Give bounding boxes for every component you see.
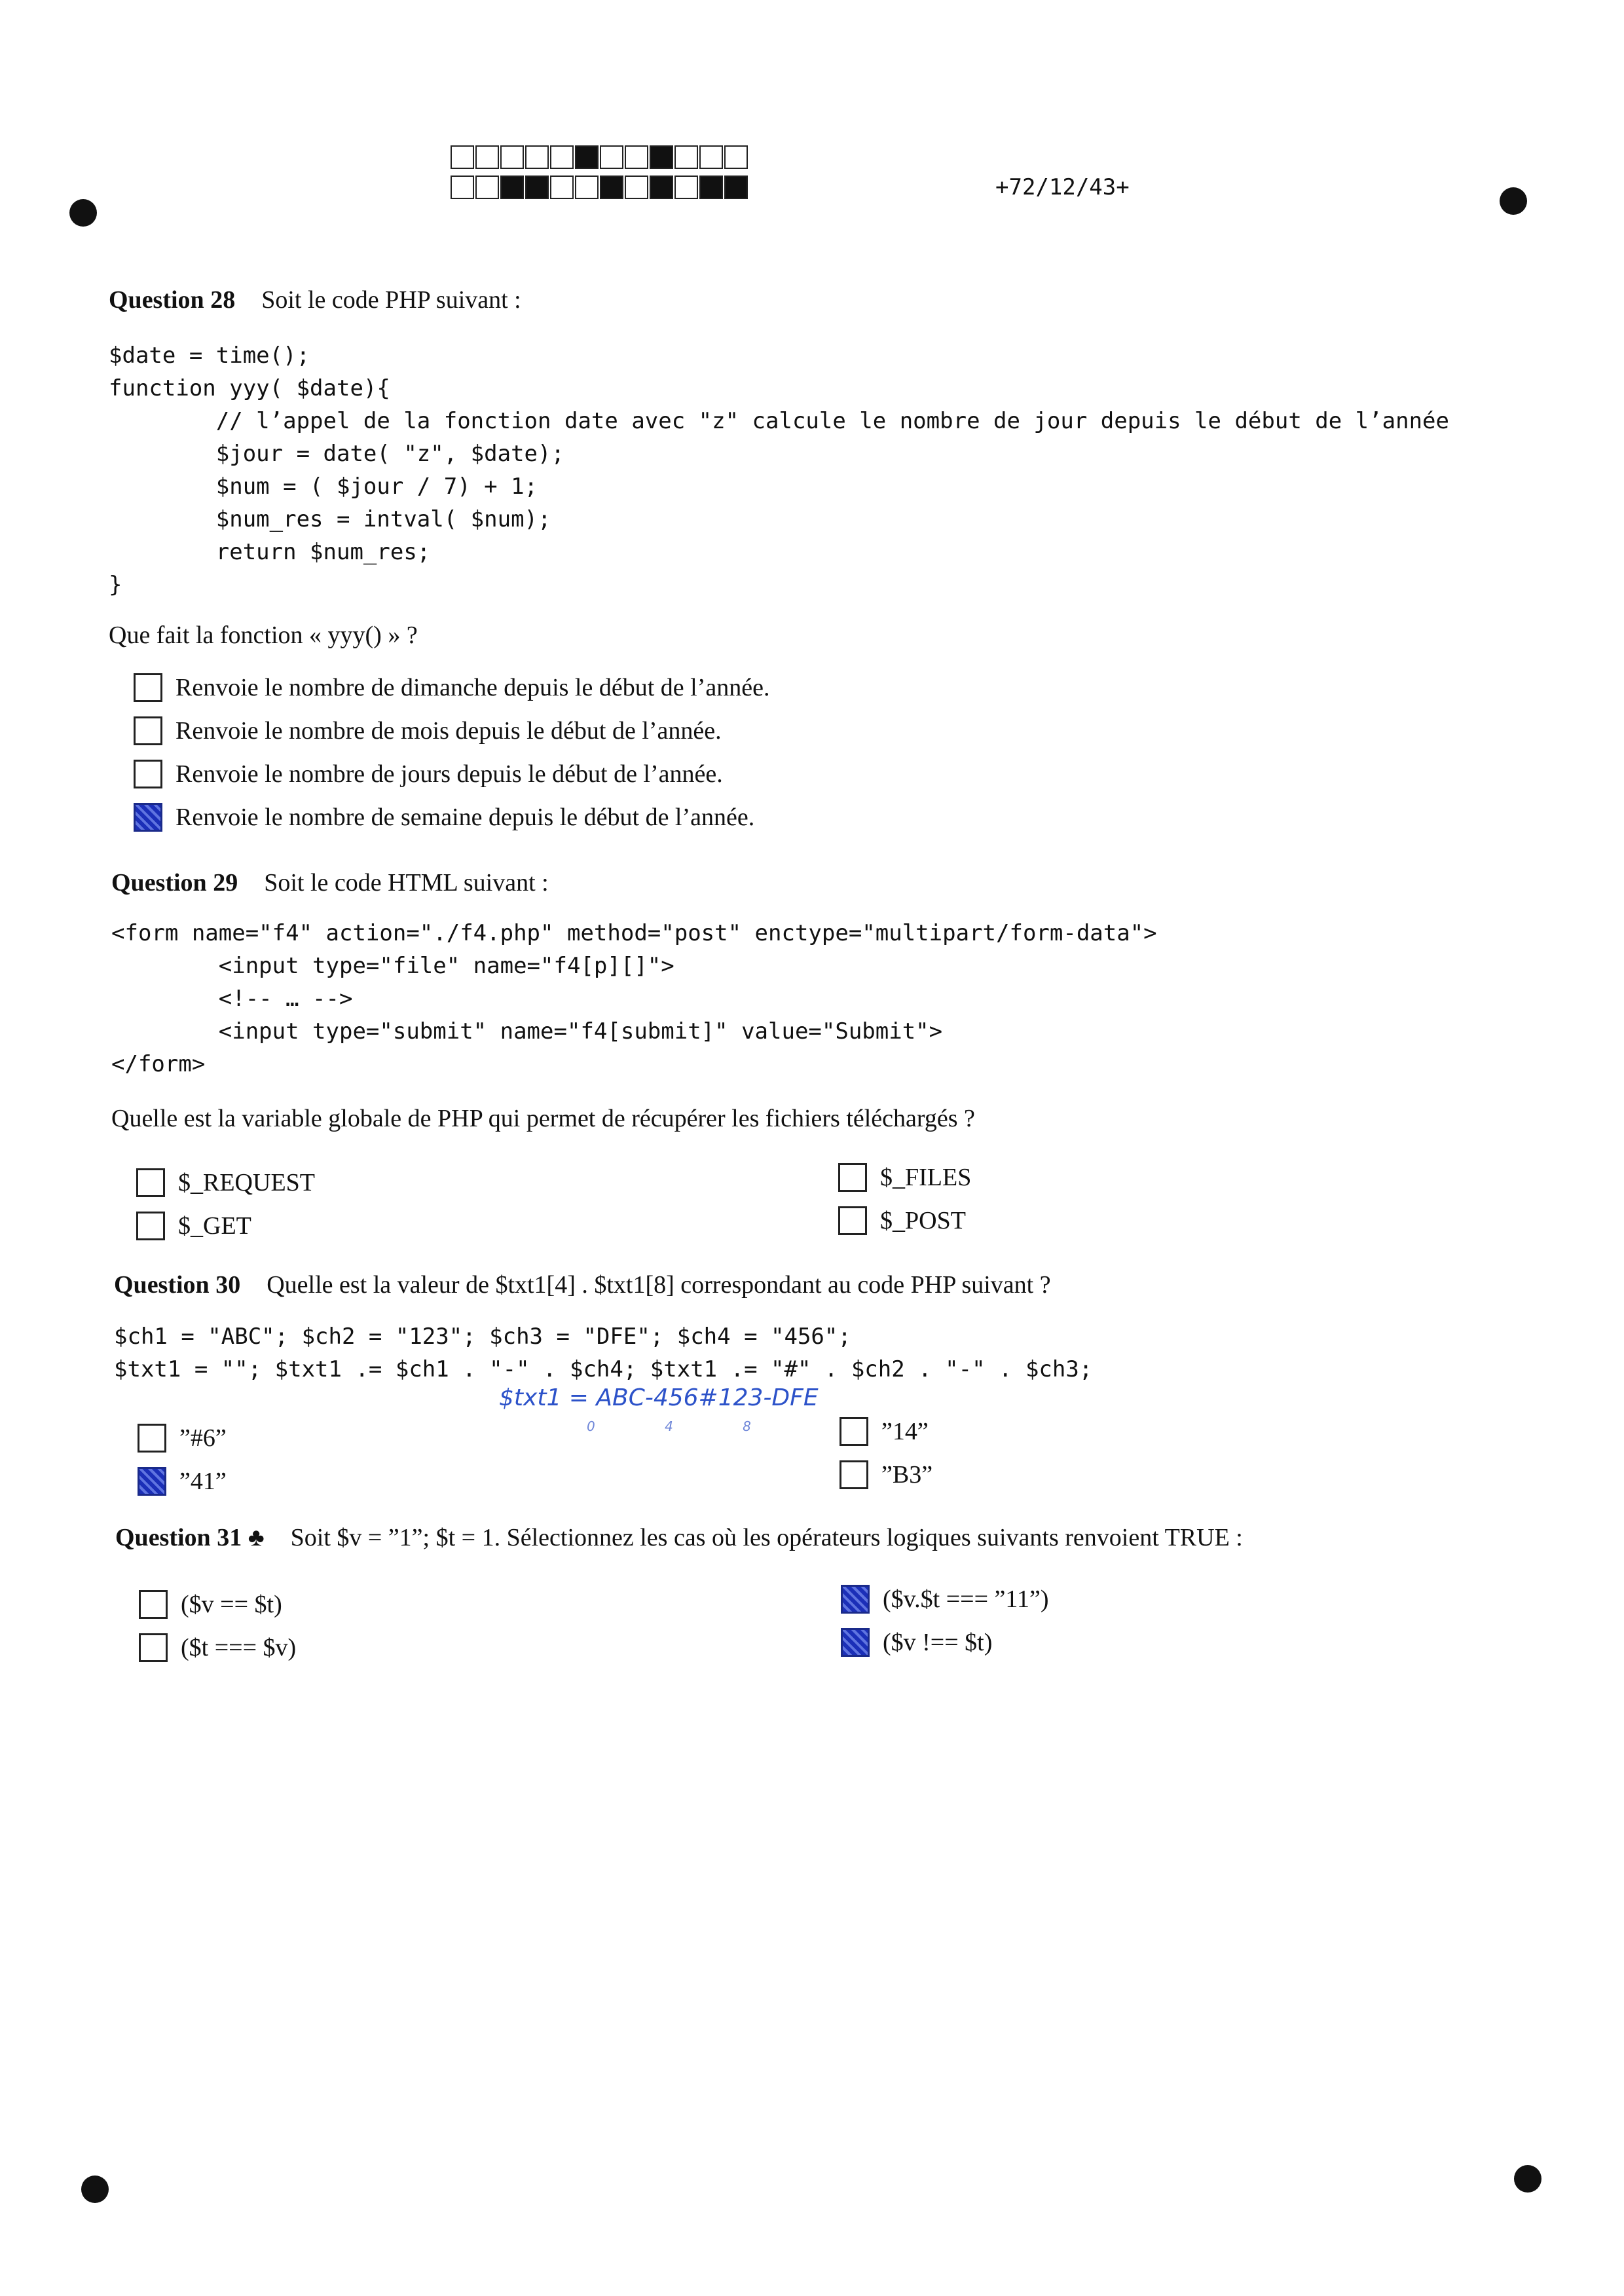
barcode-cell [451,176,474,199]
barcode-cell [650,145,673,169]
q29-option-files[interactable] [838,1163,971,1192]
q30-option-3[interactable] [840,1417,929,1446]
option-label: ($v !== $t) [883,1629,993,1656]
question-prompt: Quelle est la variable globale de PHP qui permet de récupérer les fichiers téléchargés ? [111,1105,975,1132]
question-number [115,1524,265,1551]
barcode-cell [525,145,549,169]
option-label: ”#6” [179,1424,227,1452]
option-label: ”14” [881,1418,929,1445]
code-line: </form> [111,1051,206,1077]
option-label: Renvoie le nombre de semaine depuis le début de l’année. [175,804,755,831]
q29-option-get[interactable] [136,1212,251,1240]
question-intro: Soit $v = ”1”; $t = 1. Sélectionnez les cas où les opérateurs logiques suivants renvoient TRUE : [290,1524,1243,1551]
checkbox[interactable] [136,1212,165,1240]
question-29-header [111,868,549,897]
php-code-block [109,339,1449,601]
checkbox[interactable] [838,1163,867,1192]
barcode-cell [674,176,698,199]
barcode-cell [451,145,474,169]
option-label: Renvoie le nombre de jours depuis le début de l’année. [175,760,723,788]
question-intro: Quelle est la valeur de $txt1[4] . $txt1[8] correspondant au code PHP suivant ? [267,1271,1051,1299]
option-label: ($t === $v) [181,1634,297,1661]
barcode-cell [500,145,524,169]
code-line: // l’appel de la fonction date avec "z" calcule le nombre de jour depuis le début de l’année [109,408,1449,434]
q30-option-2[interactable] [138,1467,227,1496]
php-code-block [114,1320,1092,1386]
option-label: $_FILES [880,1164,972,1191]
question-prompt: Que fait la fonction « yyy() » ? [109,621,418,649]
code-line: $ch1 = "ABC"; $ch2 = "123"; $ch3 = "DFE"; $ch4 = "456"; [114,1324,851,1350]
code-line: return $num_res; [109,539,431,565]
option-label: $_REQUEST [178,1169,315,1196]
q31-option-3[interactable] [841,1585,1049,1614]
code-line: $num = ( $jour / 7) + 1; [109,473,538,500]
option-label: $_GET [178,1212,251,1240]
q31-option-1[interactable] [139,1590,282,1619]
q30-option-4[interactable] [840,1460,932,1489]
code-line: $date = time(); [109,343,310,369]
barcode-cell [600,176,623,199]
question-intro: Soit le code PHP suivant : [261,286,521,314]
checkbox-checked[interactable] [841,1628,870,1657]
option-label: ($v == $t) [181,1591,282,1618]
checkbox[interactable] [840,1417,868,1446]
code-line: <!-- … --> [111,986,353,1012]
barcode-cell [674,145,698,169]
barcode-cell [575,145,599,169]
barcode-row [451,176,749,202]
registration-mark-top-left [69,199,97,227]
option-label: ”B3” [881,1461,933,1489]
barcode-cell [625,145,648,169]
code-line: $num_res = intval( $num); [109,506,551,532]
code-line: function yyy( $date){ [109,375,390,401]
question-number: Question 28 [109,286,236,314]
club-icon: ♣ [248,1524,265,1551]
option-label: ”41” [179,1468,227,1495]
q30-option-1[interactable] [138,1424,227,1453]
code-line: $txt1 = ""; $txt1 .= $ch1 . "-" . $ch4; $txt1 .= "#" . $ch2 . "-" . $ch3; [114,1356,1093,1382]
handwritten-note: $txt1 = ABC-456#123-DFE [499,1384,819,1411]
code-line: } [109,572,122,598]
barcode-cell [625,176,648,199]
q31-option-2[interactable] [139,1633,296,1662]
option-label: ($v.$t === ”11”) [883,1585,1049,1613]
barcode-cell [525,176,549,199]
code-line: <input type="submit" name="f4[submit]" value="Submit"> [111,1018,943,1045]
code-line: $jour = date( "z", $date); [109,441,564,467]
question-number-text: Question 31 [115,1524,242,1551]
checkbox[interactable] [838,1206,867,1235]
checkbox-checked[interactable] [138,1467,166,1496]
barcode-cell [600,145,623,169]
option-label: $_POST [880,1207,966,1234]
barcode-row [451,145,749,172]
checkbox[interactable] [139,1590,168,1619]
option-label: Renvoie le nombre de mois depuis le début de l’année. [175,717,722,745]
handwritten-indices: 0 4 8 [587,1418,784,1434]
barcode-cell [699,145,723,169]
barcode-cell [500,176,524,199]
q28-option-3[interactable] [134,760,723,788]
q29-option-post[interactable] [838,1206,966,1235]
barcode-cell [550,145,574,169]
page-id: +72/12/43+ [995,174,1130,200]
registration-mark-bottom-left [81,2176,109,2203]
q28-option-4[interactable] [134,803,754,832]
checkbox-checked[interactable] [841,1585,870,1614]
q28-option-1[interactable] [134,673,769,702]
checkbox-checked[interactable] [134,803,162,832]
question-number: Question 30 [114,1271,241,1299]
barcode-cell [650,176,673,199]
question-31-header [115,1523,1243,1552]
barcode-cell [724,145,748,169]
barcode-cell [575,176,599,199]
option-label: Renvoie le nombre de dimanche depuis le début de l’année. [175,674,770,701]
barcode-cell [550,176,574,199]
html-code-block [111,917,1157,1081]
checkbox[interactable] [139,1633,168,1662]
question-intro: Soit le code HTML suivant : [264,869,549,897]
question-28-header [109,286,521,314]
barcode-cell [475,145,499,169]
code-line: <form name="f4" action="./f4.php" method="post" enctype="multipart/form-data"> [111,920,1157,946]
checkbox[interactable] [134,673,162,702]
page-barcode [451,145,749,206]
q31-option-4[interactable] [841,1628,992,1657]
barcode-cell [699,176,723,199]
checkbox[interactable] [134,760,162,788]
checkbox[interactable] [136,1168,165,1197]
registration-mark-bottom-right [1514,2165,1541,2193]
barcode-cell [724,176,748,199]
checkbox[interactable] [138,1424,166,1453]
question-number: Question 29 [111,869,238,897]
registration-mark-top-right [1500,187,1527,215]
q29-option-request[interactable] [136,1168,315,1197]
question-30-header [114,1270,1051,1299]
checkbox[interactable] [134,716,162,745]
code-line: <input type="file" name="f4[p][]"> [111,953,674,979]
barcode-cell [475,176,499,199]
q28-option-2[interactable] [134,716,722,745]
checkbox[interactable] [840,1460,868,1489]
